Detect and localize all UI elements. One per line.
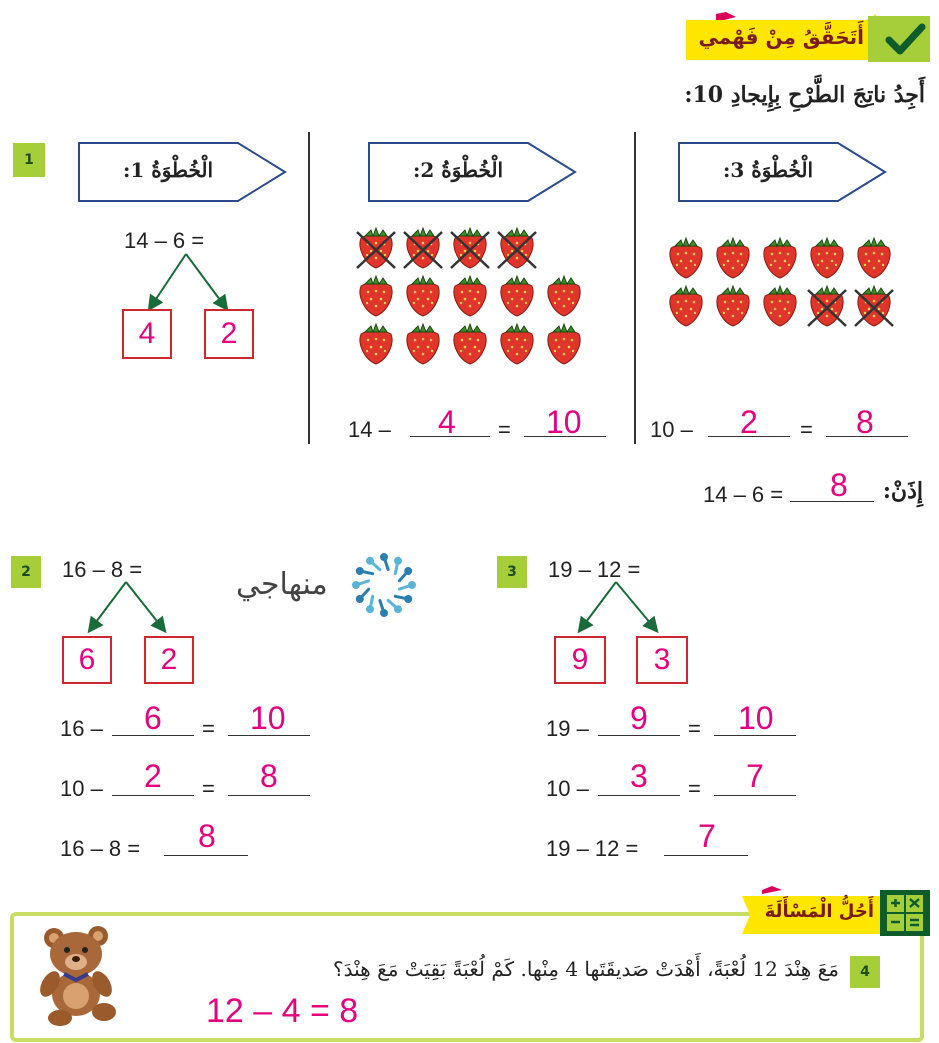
split-arrows xyxy=(80,580,180,636)
ex3-line1-answer1: 9 xyxy=(630,700,648,736)
ex3-line3-answer: 7 xyxy=(698,818,716,854)
title-banner xyxy=(686,12,936,62)
ex2-line2-answer2: 8 xyxy=(260,758,278,794)
strawberry-icon xyxy=(665,236,707,284)
step3-banner xyxy=(678,142,888,202)
strawberry-icon xyxy=(449,226,491,274)
ex2-line1-equals: = xyxy=(202,716,215,741)
manhaji-logo-icon xyxy=(344,545,424,625)
step3-blank1-answer: 2 xyxy=(740,404,758,440)
step2-blank2-answer: 10 xyxy=(546,404,582,440)
split-box-right: 3 xyxy=(636,636,688,684)
check-icon xyxy=(884,22,926,60)
ex3-line2-blank2[interactable] xyxy=(714,795,796,796)
step3-blank2-answer: 8 xyxy=(856,404,874,440)
strawberries-step3 xyxy=(665,236,905,336)
ex3-line1-answer2: 10 xyxy=(738,700,774,736)
ex2-line2-blank2[interactable] xyxy=(228,795,310,796)
exercise-badge-4: 4 xyxy=(850,956,880,988)
ex3-line2-equals: = xyxy=(688,776,701,801)
column-divider xyxy=(634,132,636,444)
ex2-line1-answer1: 6 xyxy=(144,700,162,736)
split-box-right: 2 xyxy=(204,309,254,359)
exercise-badge-2: 2 xyxy=(11,556,41,588)
split-arrows xyxy=(570,580,670,636)
ex3-line1-equals: = xyxy=(688,716,701,741)
step3-lhs: 10 – xyxy=(650,417,693,442)
ex3-line3-blank[interactable] xyxy=(664,855,748,856)
split-box-left: 9 xyxy=(554,636,606,684)
strawberry-icon xyxy=(543,274,585,322)
strawberry-icon xyxy=(806,236,848,284)
instruction: أَجِدُ ناتِجَ الطَّرْحِ بِإِيجادِ 10: xyxy=(684,82,925,108)
strawberry-icon xyxy=(355,322,397,370)
ex3-equation: 19 – 12 = xyxy=(548,557,641,582)
ex3-line2-answer1: 3 xyxy=(630,758,648,794)
split-box-left: 6 xyxy=(62,636,112,684)
ex2-equation: 16 – 8 = xyxy=(62,557,143,582)
split-box-left: 4 xyxy=(122,309,172,359)
problem-question: مَعَ هِنْدَ 12 لُعْبَةً، أَهْدَتْ صَديقَتَها 4 مِنْها. كَمْ لُعْبَةً بَقِيَتْ مَعَ هِنْدَ؟ xyxy=(333,957,839,981)
ex3-line1-lhs: 19 – xyxy=(546,716,589,741)
conclusion-label: إِذَنْ: xyxy=(882,478,923,504)
ex3-line2-blank1[interactable] xyxy=(598,795,680,796)
strawberry-icon xyxy=(759,236,801,284)
strawberry-icon xyxy=(355,226,397,274)
strawberry-icon xyxy=(402,322,444,370)
exercise-badge-3: 3 xyxy=(497,556,527,588)
strawberry-icon xyxy=(712,236,754,284)
conclusion-equation: 14 – 6 = xyxy=(703,482,784,507)
ex2-line2-answer1: 2 xyxy=(144,758,162,794)
ex2-line2-blank1[interactable] xyxy=(112,795,194,796)
exercise-badge-1: 1 xyxy=(13,143,45,177)
step3-equals: = xyxy=(800,417,813,442)
ex2-line3-answer: 8 xyxy=(198,818,216,854)
ex2-line1-lhs: 16 – xyxy=(60,716,103,741)
problem-title: أَحُلُّ الْمَسْأَلَةَ xyxy=(764,901,874,922)
strawberry-icon xyxy=(449,274,491,322)
logo-text: منهاجي xyxy=(236,567,328,602)
step2-blank1-answer: 4 xyxy=(438,404,456,440)
manhaji-logo xyxy=(236,545,436,625)
ex3-line2-lhs: 10 – xyxy=(546,776,589,801)
step1-equation: 14 – 6 = xyxy=(124,228,205,253)
strawberry-icon xyxy=(853,284,895,332)
strawberry-icon xyxy=(759,284,801,332)
step1-banner xyxy=(78,142,288,202)
strawberry-icon xyxy=(543,322,585,370)
conclusion-answer: 8 xyxy=(830,467,848,503)
step2-lhs: 14 – xyxy=(348,417,391,442)
step3-label: الْخُطْوَةُ 3: xyxy=(722,158,814,182)
strawberry-icon xyxy=(355,274,397,322)
strawberry-icon xyxy=(853,236,895,284)
problem-answer: 12 – 4 = 8 xyxy=(206,992,359,1030)
strawberry-icon xyxy=(712,284,754,332)
column-divider xyxy=(308,132,310,444)
calculator-icon xyxy=(886,894,924,936)
strawberry-icon xyxy=(402,226,444,274)
strawberry-icon xyxy=(665,284,707,332)
strawberry-icon xyxy=(806,284,848,332)
strawberry-icon xyxy=(496,226,538,274)
strawberry-icon xyxy=(496,322,538,370)
strawberries-step2 xyxy=(355,226,595,376)
strawberry-icon xyxy=(496,274,538,322)
page-title: أَتَحَقَّقُ مِنْ فَهْمي xyxy=(698,25,864,49)
ex3-line2-answer2: 7 xyxy=(746,758,764,794)
step2-banner xyxy=(368,142,578,202)
ex2-line2-equals: = xyxy=(202,776,215,801)
step2-equals: = xyxy=(498,417,511,442)
split-box-right: 2 xyxy=(144,636,194,684)
step2-label: الْخُطْوَةُ 2: xyxy=(412,158,504,182)
ex3-line3-lhs: 19 – 12 = xyxy=(546,836,639,861)
ex2-line1-answer2: 10 xyxy=(250,700,286,736)
ex2-line3-lhs: 16 – 8 = xyxy=(60,836,141,861)
teddy-bear-icon xyxy=(36,922,122,1030)
step1-label: الْخُطْوَةُ 1: xyxy=(122,158,214,182)
split-arrows xyxy=(140,252,240,314)
ex2-line2-lhs: 10 – xyxy=(60,776,103,801)
ex2-line3-blank[interactable] xyxy=(164,855,248,856)
strawberry-icon xyxy=(402,274,444,322)
strawberry-icon xyxy=(449,322,491,370)
problem-banner xyxy=(742,886,932,938)
